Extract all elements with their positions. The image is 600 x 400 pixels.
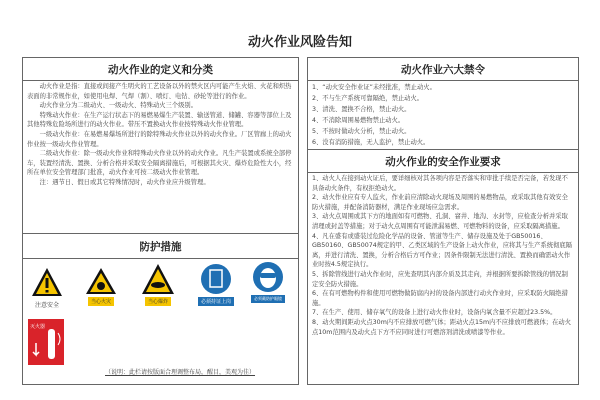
requirement-item: 5、拆除管线进行动火作业时，应先查明其内部介质及其走向，并根据所要拆除管线的情况制定安全防火措施。 <box>312 270 568 288</box>
sign-caution <box>31 267 63 310</box>
sign-label: 当心火灾 <box>88 297 114 306</box>
sign-fire <box>85 267 117 306</box>
sign-label: 当心爆炸 <box>145 297 171 306</box>
paragraph: 注：遇节日、假日或其它特殊情况时，动火作业应升级管理。 <box>39 178 210 186</box>
bans-list <box>308 81 578 149</box>
sign-label: 必须持证上岗 <box>198 297 234 306</box>
ban-item: 6、没有消防措施，无人监护，禁止动火。 <box>312 139 430 146</box>
requirements-list <box>308 173 578 383</box>
ban-item: 2、不与生产系统可靠隔绝，禁止动火。 <box>312 95 424 102</box>
sign-label: 必须戴防护眼镜 <box>251 295 285 303</box>
paragraph: 动火作业是指：直接或间接产生明火的工艺设备以外的禁火区内可能产生火焰、火花和炽热表面的非常规作业，如使用电焊、气焊（割）、喷灯、电钻、砂轮等进行的作业。 <box>27 83 292 100</box>
definition-panel <box>22 57 299 385</box>
sign-label: 注意安全 <box>34 302 59 309</box>
sign-label: 灭火器 <box>30 324 46 330</box>
certificate-mandatory-icon <box>200 263 232 295</box>
ban-item: 1、“动火安全作业证”未经批准，禁止动火。 <box>312 84 436 91</box>
requirement-item: 4、凡在盛有或盛装过危险化学品的设备、管道等生产、储存设施及处于GB50016、GB50160、GB50074规定的甲、乙类区域的生产设备上动火作业，应将其与生产系统彻底隔离，并进行清洗、置换，分析合格后方可作业；因条件限制无法进行清洗、置换而确需动火作业时按4.5规定执行。 <box>312 232 572 269</box>
requirement-item: 6、在有可燃物构件和使用可燃物做防腐内衬的设备内部进行动火作业时，应采取防火隔绝措施。 <box>312 290 568 307</box>
requirement-item: 3、动火点周围或其下方的地面如有可燃物、孔洞、窨井、地沟、水封等，应检查分析并采取清理或封盖等措施；对于动火点周围有可能泄漏易燃、可燃物料的设备，应采取隔离措施。 <box>312 213 568 230</box>
sign-extinguisher <box>28 319 64 365</box>
requirement-item: 1、动火人在接到动火证后，要详细核对其各项内容是否落实和审批手续是否完备，若发现不具备动火条件，有权拒绝动火。 <box>312 175 568 192</box>
requirements-heading: 动火作业的安全作业要求 <box>308 149 578 173</box>
sign-certificate <box>198 263 234 306</box>
definition-body <box>23 81 298 233</box>
page-title: 动火作业风险告知 <box>247 35 352 50</box>
paragraph: 特殊动火作业：在生产运行状态下的易燃易爆生产装置、输送管道、储罐、容器等部位上及其他特殊危险场所进行的动火作业。带压不置换动火作业按特殊动火作业管理。 <box>27 111 292 129</box>
bans-heading: 动火作业六大禁令 <box>308 58 578 81</box>
sign-goggles <box>251 261 285 303</box>
requirement-item: 8、动火期间距动火点30m内不应排放可燃气体；距动火点15m内不应排放可燃液体；在动火点10m范围内及动火点下方不应同时进行可燃溶剂清洗或喷漆等作业。 <box>312 318 571 336</box>
paragraph: 一级动火作业：在易燃易爆场所进行的除特殊动火作业以外的动火作业。厂区管廊上的动火作业按一级动火作业管理。 <box>27 130 292 148</box>
requirement-item: 2、动火作业应有专人监火，作业前应清除动火现场及周围的易燃物品，或采取其他有效安全防火措施，并配备消防器材，满足作业现场应急需求。 <box>312 194 568 211</box>
ban-item: 4、不消除周围易燃物禁止动火。 <box>312 117 405 124</box>
paragraph: 二级动火作业：除一级动火作业和特殊动火作业以外的动火作业。凡生产装置或系统全部停车，装置经清洗、置换、分析合格并采取安全隔离措施后，可根据其火灾、爆炸危险性大小，经所在单位安全管理部门批准，动火作业可按二级动火作业管理。 <box>27 150 292 177</box>
protection-signs <box>23 259 298 384</box>
fire-warning-icon <box>85 267 117 295</box>
explosion-warning-icon <box>141 263 175 295</box>
rules-panel <box>307 57 579 385</box>
protection-heading: 防护措施 <box>23 233 298 259</box>
definition-heading: 动火作业的定义和分类 <box>23 58 298 81</box>
ban-item: 3、清洗、置换不合格，禁止动火。 <box>312 106 411 113</box>
requirement-item: 7、在生产、使用、储存氧气的设备上进行动火作业时，设备内氧含量不应超过23.5%。 <box>312 309 557 317</box>
layout-note: （说明：此栏请按版面合理调整布局，醒目，美观为佳） <box>105 369 256 376</box>
warning-triangle-icon <box>31 267 63 297</box>
goggles-mandatory-icon <box>252 261 284 293</box>
sign-explosion <box>141 263 175 306</box>
paragraph: 动火作业分为二级动火、一级动火、特殊动火三个级别。 <box>39 102 198 110</box>
ban-item: 5、不按时做动火分析，禁止动火。 <box>312 128 411 135</box>
